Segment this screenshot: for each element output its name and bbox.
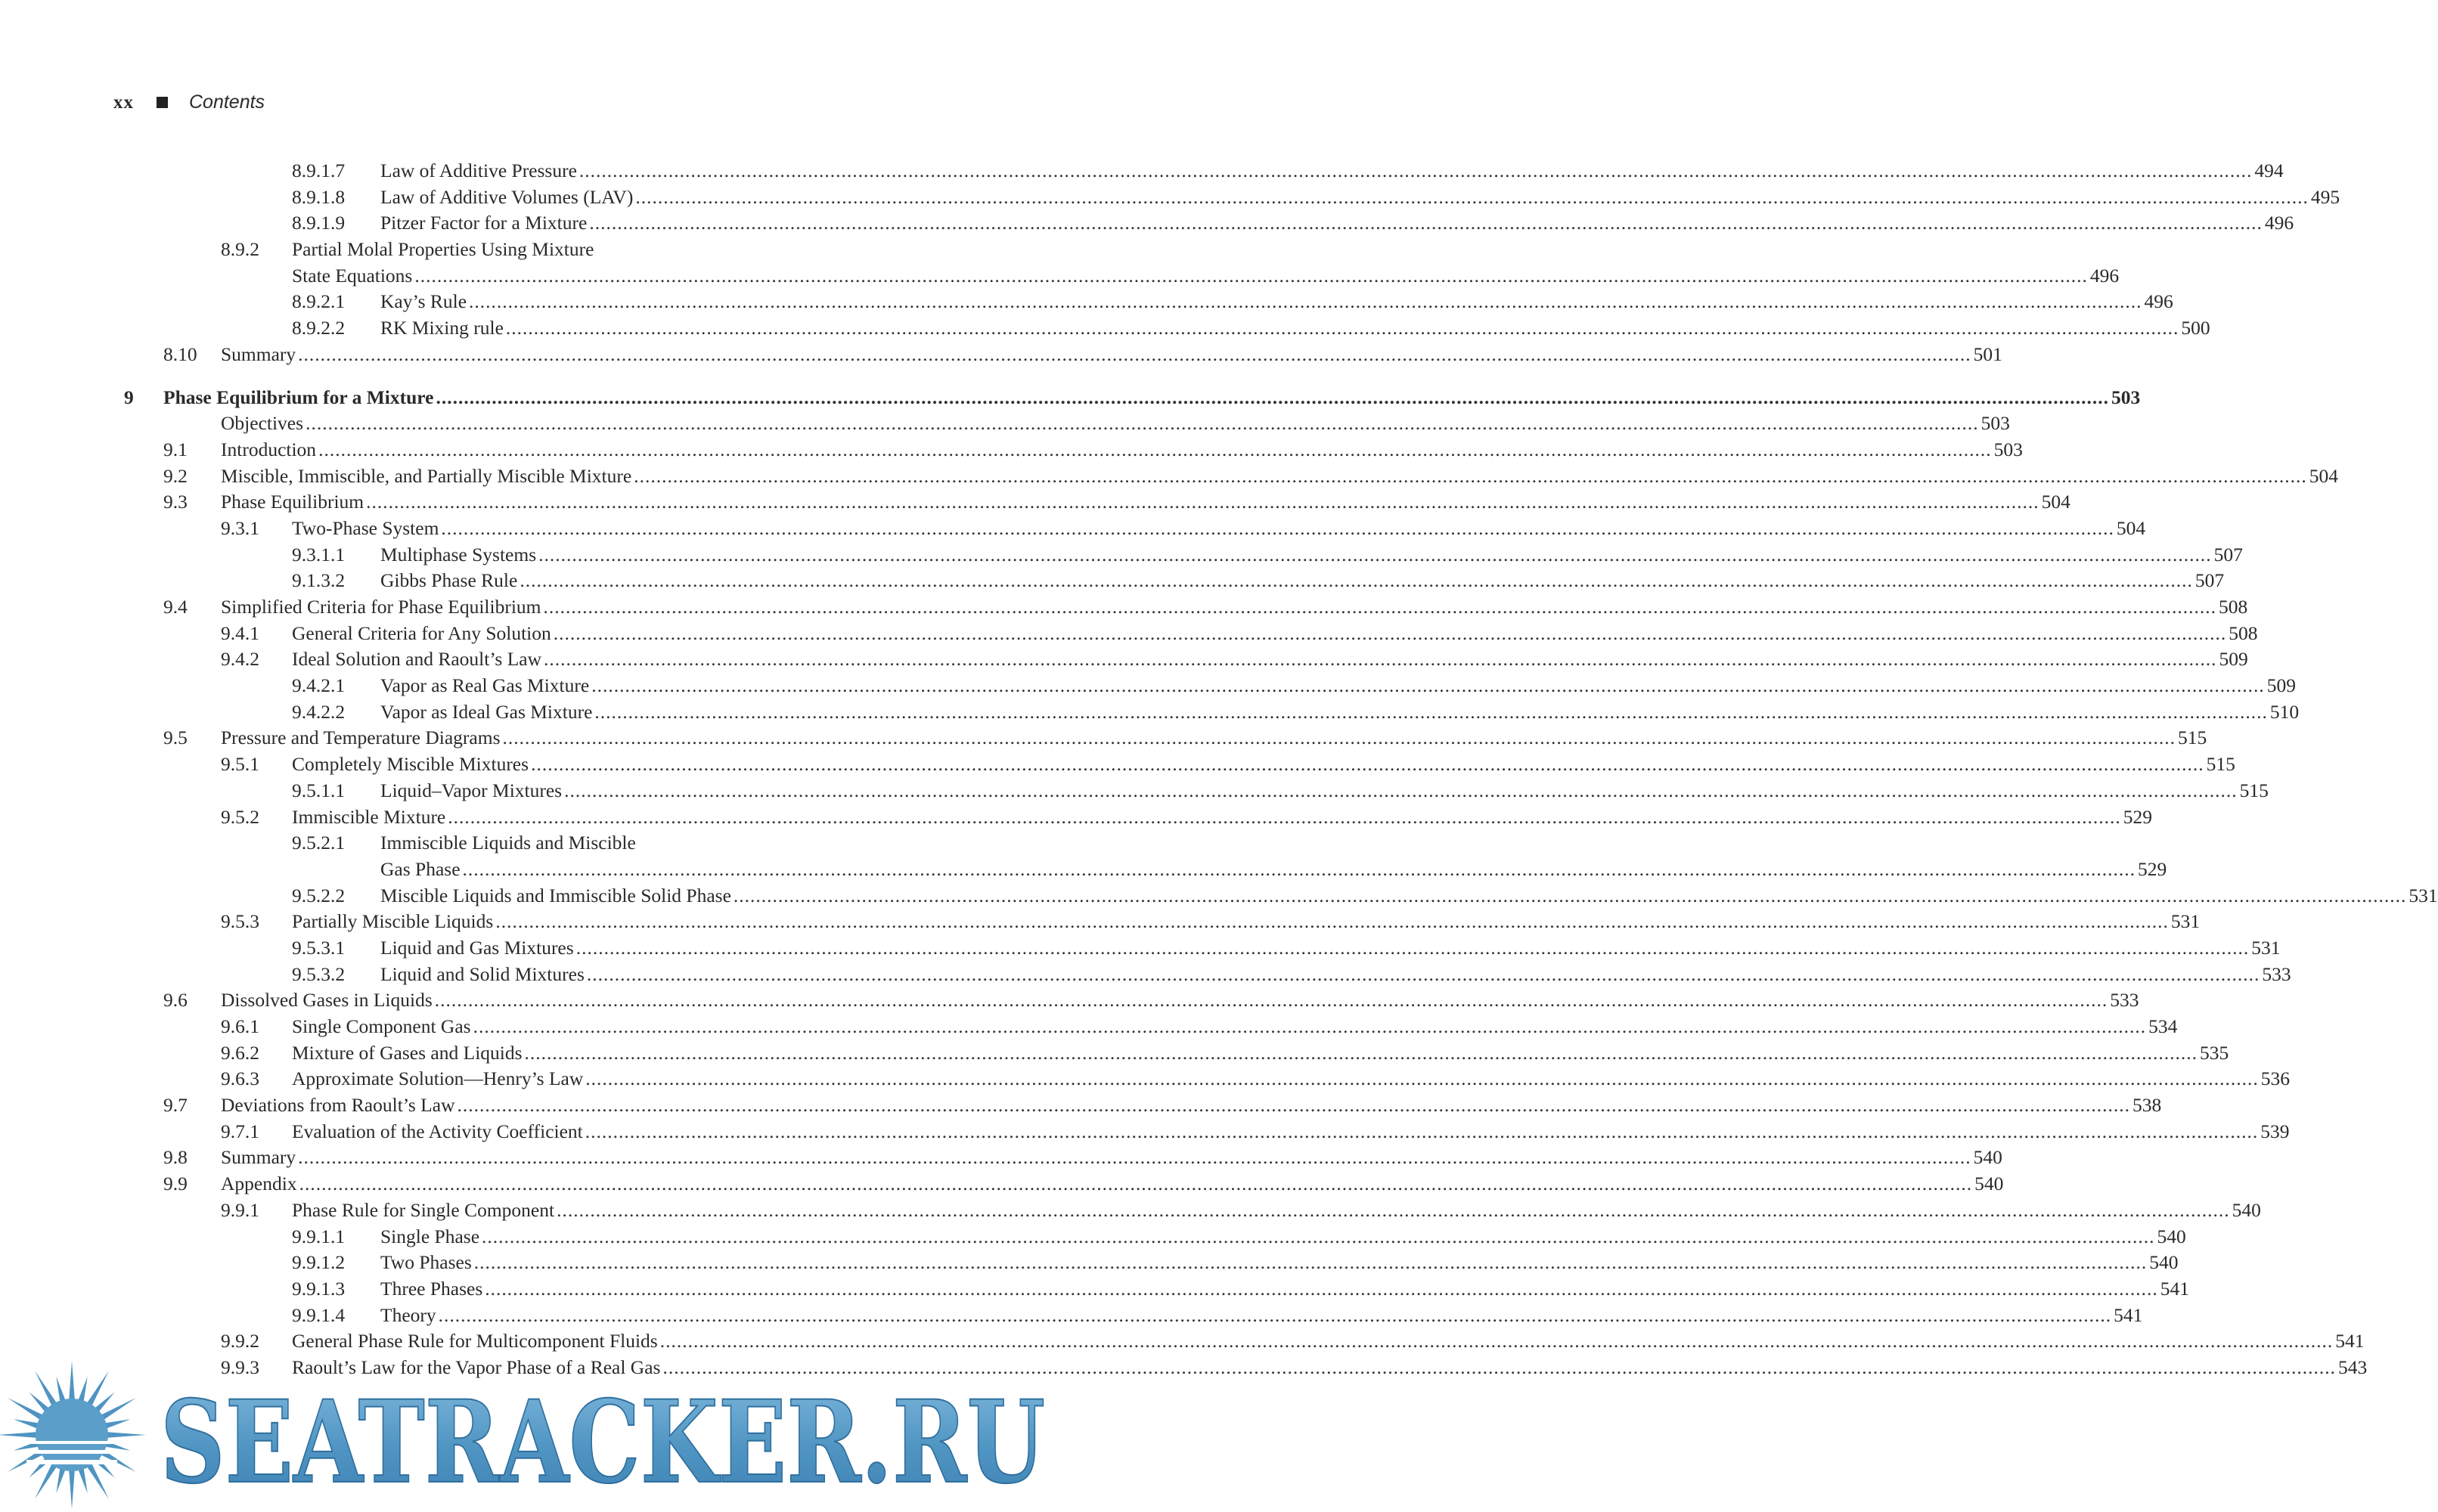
toc-page: 529 xyxy=(2123,805,2153,828)
toc-page: 541 xyxy=(2335,1330,2365,1352)
toc-title: Liquid–Vapor Mixtures xyxy=(380,779,563,801)
toc-title: Immiscible Liquids and Miscible xyxy=(380,832,636,854)
sun-ray xyxy=(0,1432,39,1438)
dot-leader: ............................................................................................................................................................................................................................................................................................................ xyxy=(591,674,2265,697)
toc-number: 9.5.2 xyxy=(221,805,259,828)
toc-number: 9.9.2 xyxy=(221,1330,259,1352)
dot-leader: ............................................................................................................................................................................................................................................................................................................ xyxy=(524,1041,2198,1064)
toc-title: Liquid and Solid Mixtures xyxy=(380,962,585,985)
toc-title: Evaluation of the Activity Coefficient xyxy=(292,1120,583,1142)
dot-leader: ............................................................................................................................................................................................................................................................................................................ xyxy=(543,596,2217,618)
toc-page: 540 xyxy=(1974,1173,2004,1195)
toc-title: Phase Equilibrium for a Mixture xyxy=(163,386,434,408)
toc-number: 9.6.1 xyxy=(221,1015,259,1037)
toc-page: 508 xyxy=(2219,596,2248,618)
toc-entry[interactable] xyxy=(0,184,2340,211)
toc-entry[interactable] xyxy=(0,516,2146,542)
toc-title: Liquid and Gas Mixtures xyxy=(380,936,574,959)
running-title: Contents xyxy=(189,91,265,113)
toc-page: 508 xyxy=(2229,621,2258,644)
dot-leader: ............................................................................................................................................................................................................................................................................................................ xyxy=(414,264,2088,287)
toc-page: 533 xyxy=(2262,962,2291,985)
toc-number: 8.9.2.2 xyxy=(292,317,346,339)
toc-number: 8.9.2 xyxy=(221,238,259,261)
page-number: xx xyxy=(113,91,134,113)
toc-entry-continuation[interactable] xyxy=(0,263,2120,290)
dot-leader: ............................................................................................................................................................................................................................................................................................................ xyxy=(635,185,2309,208)
toc-number: 9.5.3.2 xyxy=(292,962,346,985)
toc-title: Summary xyxy=(221,342,296,365)
toc-number: 9.5.1.1 xyxy=(292,779,346,801)
dot-leader: ............................................................................................................................................................................................................................................................................................................ xyxy=(436,386,2109,408)
chapter-spacer xyxy=(0,368,1059,385)
toc-page: 534 xyxy=(2148,1015,2178,1037)
toc-page: 504 xyxy=(2041,491,2070,513)
toc-entry[interactable] xyxy=(0,1224,2186,1250)
toc-page: 503 xyxy=(2111,386,2141,408)
toc-entry[interactable] xyxy=(0,489,2070,516)
dot-leader: ............................................................................................................................................................................................................................................................................................................ xyxy=(659,1330,2334,1352)
toc-number: 8.9.1.7 xyxy=(292,160,346,181)
toc-entry[interactable] xyxy=(0,237,1059,263)
toc-entry[interactable] xyxy=(0,1171,2004,1198)
toc-page: 536 xyxy=(2260,1067,2291,1090)
toc-title: Phase Rule for Single Component xyxy=(292,1198,555,1221)
toc-entry[interactable] xyxy=(0,158,2284,184)
toc-number: 9.9.1.4 xyxy=(292,1303,346,1326)
toc-title: Law of Additive Volumes (LAV) xyxy=(380,185,634,208)
toc-entry[interactable] xyxy=(0,962,2291,988)
toc-title: Gibbs Phase Rule xyxy=(380,569,518,592)
toc-page: 540 xyxy=(2149,1251,2179,1274)
toc-title: Immiscible Mixture xyxy=(292,805,446,828)
sun-burst-icon xyxy=(0,1361,146,1509)
dot-leader: ............................................................................................................................................................................................................................................................................................................ xyxy=(318,438,1992,460)
toc-title: Three Phases xyxy=(380,1277,483,1300)
toc-entry[interactable] xyxy=(0,621,2258,647)
toc-page: 503 xyxy=(1980,412,2010,435)
toc-title: Ideal Solution and Raoult’s Law xyxy=(292,648,542,671)
toc-number: 9.5.2.2 xyxy=(292,884,346,906)
toc-number: 9.9.3 xyxy=(221,1356,259,1378)
dot-leader: ............................................................................................................................................................................................................................................................................................................ xyxy=(520,569,2193,592)
sun-ray xyxy=(69,1468,75,1509)
toc-page: 510 xyxy=(2269,700,2300,723)
toc-page: 529 xyxy=(2138,857,2167,880)
dot-leader: ............................................................................................................................................................................................................................................................................................................ xyxy=(438,1303,2112,1326)
toc-page: 494 xyxy=(2254,160,2284,181)
toc-title: Vapor as Real Gas Mixture xyxy=(380,674,590,697)
toc-entry[interactable] xyxy=(0,1303,2143,1329)
dot-leader: ............................................................................................................................................................................................................................................................................................................ xyxy=(473,1251,2148,1274)
dot-leader: ............................................................................................................................................................................................................................................................................................................ xyxy=(298,1146,1971,1169)
toc-title: Approximate Solution—Henry’s Law xyxy=(292,1067,584,1090)
toc-entry[interactable] xyxy=(0,1276,2189,1303)
toc-number: 8.9.1.8 xyxy=(292,185,346,208)
toc-number: 9 xyxy=(124,386,134,408)
toc-page: 533 xyxy=(2110,989,2139,1012)
dot-leader: ............................................................................................................................................................................................................................................................................................................ xyxy=(434,989,2108,1012)
dot-leader: ............................................................................................................................................................................................................................................................................................................ xyxy=(482,1225,2155,1247)
toc-title: Miscible Liquids and Immiscible Solid Phase xyxy=(380,884,731,906)
dot-leader: ............................................................................................................................................................................................................................................................................................................ xyxy=(662,1356,2336,1378)
toc-title: Objectives xyxy=(221,412,304,435)
toc-number: 9.2 xyxy=(163,464,188,487)
toc-entry[interactable] xyxy=(0,542,2243,569)
dot-leader: ............................................................................................................................................................................................................................................................................................................ xyxy=(485,1277,2158,1300)
dot-leader: ............................................................................................................................................................................................................................................................................................................ xyxy=(564,779,2238,801)
toc-page: 540 xyxy=(1973,1146,2002,1169)
toc-number: 9.5.3.1 xyxy=(292,936,346,959)
toc-title: State Equations xyxy=(292,264,413,287)
toc-title: Two Phases xyxy=(380,1251,472,1274)
toc-entry[interactable] xyxy=(0,315,2210,342)
toc-title: Two-Phase System xyxy=(292,516,439,539)
toc-entry[interactable] xyxy=(0,289,2173,315)
toc-title: Kay’s Rule xyxy=(380,290,467,313)
toc-number: 9.9.1 xyxy=(221,1198,259,1221)
toc-page: 515 xyxy=(2206,753,2235,776)
toc-title: RK Mixing rule xyxy=(380,317,504,339)
toc-page: 541 xyxy=(2114,1303,2143,1326)
sun-ray xyxy=(69,1361,75,1402)
toc-title: Theory xyxy=(380,1303,436,1326)
toc-title: Gas Phase xyxy=(380,857,461,880)
dot-leader: ............................................................................................................................................................................................................................................................................................................ xyxy=(469,290,2142,313)
toc-title: Phase Equilibrium xyxy=(221,491,364,513)
toc-title: Single Phase xyxy=(380,1225,480,1247)
toc-page: 500 xyxy=(2181,317,2210,339)
dot-leader: ............................................................................................................................................................................................................................................................................................................ xyxy=(578,160,2253,181)
dot-leader: ............................................................................................................................................................................................................................................................................................................ xyxy=(575,936,2250,959)
toc-entry[interactable] xyxy=(0,987,2139,1014)
toc-title: Pitzer Factor for a Mixture xyxy=(380,212,588,234)
toc-page: 504 xyxy=(2116,516,2146,539)
watermark xyxy=(0,1353,1059,1512)
dot-leader: ............................................................................................................................................................................................................................................................................................................ xyxy=(585,1120,2259,1142)
dot-leader: ............................................................................................................................................................................................................................................................................................................ xyxy=(544,648,2217,671)
toc-entry[interactable] xyxy=(0,699,2300,726)
dot-leader: ............................................................................................................................................................................................................................................................................................................ xyxy=(298,342,1971,365)
toc-title: Dissolved Gases in Liquids xyxy=(221,989,433,1012)
square-bullet-icon xyxy=(157,97,168,108)
dot-leader: ............................................................................................................................................................................................................................................................................................................ xyxy=(448,805,2121,828)
dot-leader: ............................................................................................................................................................................................................................................................................................................ xyxy=(306,412,1979,435)
toc-page: 531 xyxy=(2409,884,2438,906)
toc-number: 9.9 xyxy=(163,1173,188,1195)
toc-entry[interactable] xyxy=(0,1066,2291,1092)
toc-entry[interactable] xyxy=(0,778,2269,804)
dot-leader: ............................................................................................................................................................................................................................................................................................................ xyxy=(531,753,2204,776)
toc-number: 9.4.2.2 xyxy=(292,700,346,723)
dot-leader: ............................................................................................................................................................................................................................................................................................................ xyxy=(462,857,2136,880)
toc-entry[interactable] xyxy=(0,646,2248,673)
toc-page: 509 xyxy=(2266,674,2296,697)
sun-ray xyxy=(105,1432,146,1438)
dot-leader: ............................................................................................................................................................................................................................................................................................................ xyxy=(366,491,2039,513)
toc-number: 8.10 xyxy=(163,342,197,365)
toc-number: 9.9.1.3 xyxy=(292,1277,346,1300)
toc-entry[interactable] xyxy=(0,1092,2162,1119)
toc-title: Completely Miscible Mixtures xyxy=(292,753,529,776)
toc-page: 504 xyxy=(2309,464,2338,487)
toc-entry[interactable] xyxy=(0,1014,2178,1040)
toc-entry[interactable] xyxy=(0,1040,2229,1067)
toc-number: 9.4.2 xyxy=(221,648,259,671)
dot-leader: ............................................................................................................................................................................................................................................................................................................ xyxy=(538,543,2212,565)
toc-entry[interactable] xyxy=(0,210,2294,237)
toc-entry[interactable] xyxy=(0,342,2002,368)
toc-page: 507 xyxy=(2213,543,2243,565)
toc-entry[interactable] xyxy=(0,725,2207,751)
toc-entry[interactable] xyxy=(0,1198,2261,1224)
toc-number: 9.6 xyxy=(163,989,188,1012)
dot-leader: ............................................................................................................................................................................................................................................................................................................ xyxy=(299,1173,1973,1195)
toc-entry[interactable] xyxy=(0,463,2338,490)
toc-number: 9.8 xyxy=(163,1146,188,1169)
toc-entry[interactable] xyxy=(0,568,2225,594)
toc-title: Introduction xyxy=(221,438,317,460)
toc-number: 9.4.2.1 xyxy=(292,674,346,697)
toc-title: Vapor as Ideal Gas Mixture xyxy=(380,700,593,723)
toc-chapter-entry[interactable] xyxy=(0,385,2141,411)
toc-page: 531 xyxy=(2170,910,2201,933)
toc-title: Partial Molal Properties Using Mixture xyxy=(292,238,594,261)
toc-entry[interactable] xyxy=(0,673,2296,699)
toc-number: 9.7.1 xyxy=(221,1120,259,1142)
toc-title: Mixture of Gases and Liquids xyxy=(292,1041,523,1064)
toc-title: Raoult’s Law for the Vapor Phase of a Real Gas xyxy=(292,1356,661,1378)
toc-number: 9.3 xyxy=(163,491,188,513)
toc-title: General Phase Rule for Multicomponent Fluids xyxy=(292,1330,658,1352)
toc-page: 540 xyxy=(2232,1198,2261,1221)
toc-number: 8.9.2.1 xyxy=(292,290,346,313)
toc-entry[interactable] xyxy=(0,935,2281,962)
watermark-text: SEATRACKER.RU xyxy=(160,1376,1045,1509)
toc-number: 9.5.1 xyxy=(221,753,259,776)
toc-title: General Criteria for Any Solution xyxy=(292,621,551,644)
toc-page: 503 xyxy=(1993,438,2023,460)
dot-leader: ............................................................................................................................................................................................................................................................................................................ xyxy=(441,516,2114,539)
toc-number: 9.5 xyxy=(163,727,188,749)
toc-entry[interactable] xyxy=(0,909,2201,935)
toc-page: 507 xyxy=(2195,569,2225,592)
toc-entry[interactable] xyxy=(0,1145,2002,1171)
toc-title: Pressure and Temperature Diagrams xyxy=(221,727,501,749)
toc-number: 9.6.3 xyxy=(221,1067,259,1090)
dot-leader: ............................................................................................................................................................................................................................................................................................................ xyxy=(585,1067,2259,1090)
toc-entry[interactable] xyxy=(0,1119,2290,1145)
toc-entry-continuation[interactable] xyxy=(0,857,2167,883)
toc-page: 515 xyxy=(2239,779,2269,801)
toc-number: 9.7 xyxy=(163,1094,188,1117)
toc-number: 9.3.1.1 xyxy=(292,543,346,565)
toc-page: 501 xyxy=(1973,342,2002,365)
toc-title: Single Component Gas xyxy=(292,1015,471,1037)
toc-number: 9.5.2.1 xyxy=(292,832,346,854)
toc-page: 531 xyxy=(2251,936,2281,959)
toc-number: 9.4 xyxy=(163,596,188,618)
toc-title: Law of Additive Pressure xyxy=(380,160,577,181)
dot-leader: ............................................................................................................................................................................................................................................................................................................ xyxy=(586,962,2260,985)
dot-leader: ............................................................................................................................................................................................................................................................................................................ xyxy=(505,317,2179,339)
toc-entry[interactable] xyxy=(0,751,2235,778)
toc-title: Partially Miscible Liquids xyxy=(292,910,494,933)
toc-number: 9.1 xyxy=(163,438,188,460)
toc-page: 543 xyxy=(2337,1356,2368,1378)
toc-number: 9.6.2 xyxy=(221,1041,259,1064)
toc-number: 9.5.3 xyxy=(221,910,259,933)
toc-page: 509 xyxy=(2219,648,2248,671)
dot-leader: ............................................................................................................................................................................................................................................................................................................ xyxy=(553,621,2227,644)
toc-entry[interactable] xyxy=(0,1250,2179,1276)
toc-title: Multiphase Systems xyxy=(380,543,537,565)
toc-page: 535 xyxy=(2200,1041,2229,1064)
toc-page: 496 xyxy=(2264,212,2294,234)
toc-entry[interactable] xyxy=(0,594,2248,621)
dot-leader: ............................................................................................................................................................................................................................................................................................................ xyxy=(502,727,2176,749)
toc-entry[interactable] xyxy=(0,883,2438,909)
toc-number: 8.9.1.9 xyxy=(292,212,346,234)
toc-page: 515 xyxy=(2178,727,2207,749)
toc-title: Summary xyxy=(221,1146,296,1169)
toc-page: 540 xyxy=(2157,1225,2186,1247)
toc-entry[interactable] xyxy=(0,411,2010,437)
toc-number: 9.4.1 xyxy=(221,621,259,644)
toc-entry[interactable] xyxy=(0,804,2153,831)
dot-leader: ............................................................................................................................................................................................................................................................................................................ xyxy=(473,1015,2147,1037)
dot-leader: ............................................................................................................................................................................................................................................................................................................ xyxy=(557,1198,2230,1221)
toc-page: 496 xyxy=(2089,264,2120,287)
dot-leader: ............................................................................................................................................................................................................................................................................................................ xyxy=(589,212,2263,234)
toc-entry[interactable] xyxy=(0,437,2023,463)
dot-leader: ............................................................................................................................................................................................................................................................................................................ xyxy=(495,910,2169,933)
toc-title: Simplified Criteria for Phase Equilibrium xyxy=(221,596,541,618)
toc-number: 9.9.1.2 xyxy=(292,1251,346,1274)
toc-title: Miscible, Immiscible, and Partially Miscible Mixture xyxy=(221,464,632,487)
running-header xyxy=(113,91,265,113)
toc-page: 495 xyxy=(2310,185,2340,208)
dot-leader: ............................................................................................................................................................................................................................................................................................................ xyxy=(634,464,2307,487)
toc-title: Deviations from Raoult’s Law xyxy=(221,1094,455,1117)
toc-entry[interactable] xyxy=(0,830,1059,857)
toc-number: 9.3.1 xyxy=(221,516,259,539)
table-of-contents xyxy=(0,158,2438,1381)
dot-leader: ............................................................................................................................................................................................................................................................................................................ xyxy=(594,700,2268,723)
dot-leader: ............................................................................................................................................................................................................................................................................................................ xyxy=(457,1094,2130,1117)
toc-page: 496 xyxy=(2144,290,2173,313)
toc-entry[interactable] xyxy=(0,1328,2365,1355)
toc-page: 539 xyxy=(2260,1120,2290,1142)
toc-title: Appendix xyxy=(221,1173,297,1195)
toc-number: 9.1.3.2 xyxy=(292,569,346,592)
toc-page: 538 xyxy=(2132,1094,2162,1117)
dot-leader: ............................................................................................................................................................................................................................................................................................................ xyxy=(733,884,2407,906)
toc-page: 541 xyxy=(2160,1277,2189,1300)
toc-number: 9.9.1.1 xyxy=(292,1225,346,1247)
